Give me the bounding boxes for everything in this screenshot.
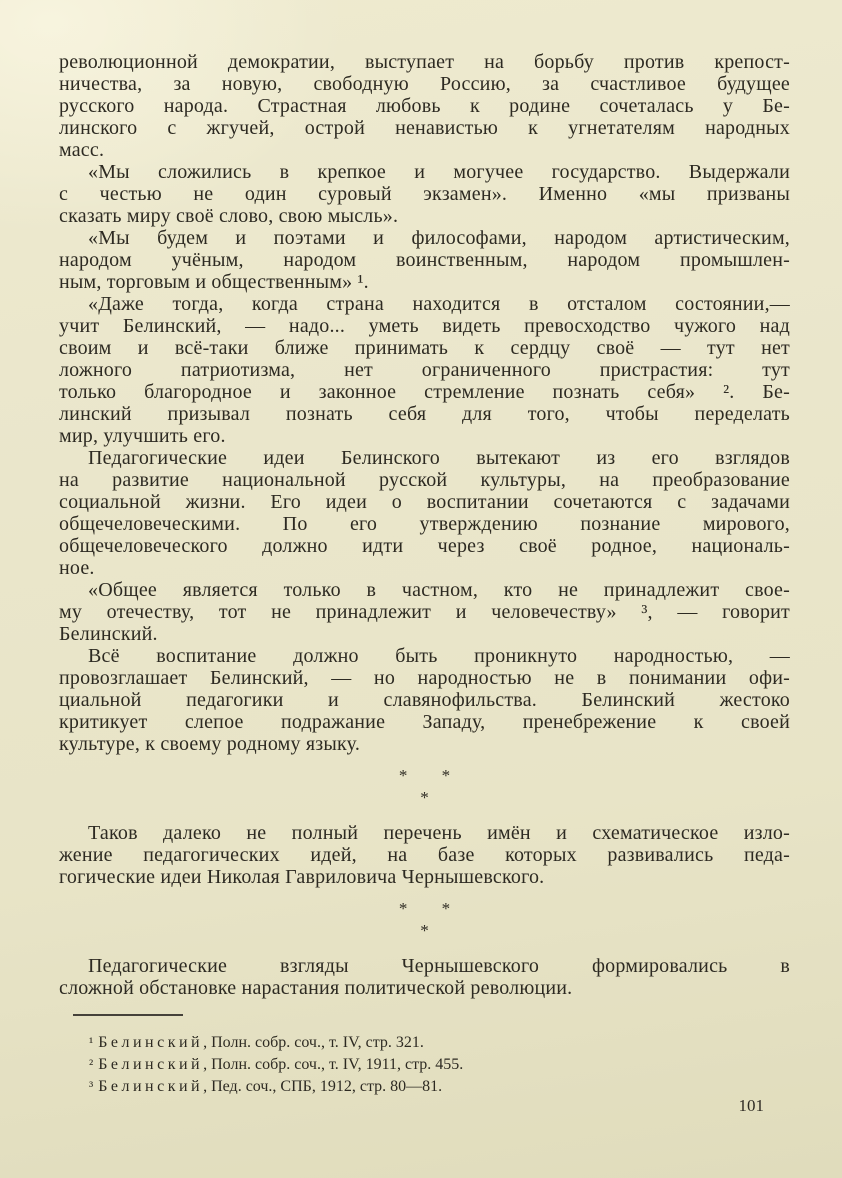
text-line: культуре, к своему родному языку. (59, 733, 361, 755)
text-line: Белинский. (59, 623, 158, 645)
text-line: общечеловеческими. По его утверждению познание мирового, (59, 513, 790, 535)
asterisk-single: * (420, 921, 429, 940)
text-line: Педагогические идеи Белинского вытекают из его взглядов (88, 447, 790, 469)
footnote-author: Белинский (98, 1078, 204, 1095)
text-line: на развитие национальной русской культуры, на преобразование (59, 469, 790, 491)
text-line: Таков далеко не полный перечень имён и схематическое изло- (88, 822, 790, 844)
footnote-text: , Полн. собр. соч., т. IV, стр. 321. (203, 1034, 424, 1051)
footnote (89, 1076, 790, 1098)
text-line: провозглашает Белинский, — но народностью не в понимании офи- (59, 667, 790, 689)
page-number: 101 (738, 1096, 764, 1115)
text-line: учит Белинский, — надо... уметь видеть превосходство чужого над (59, 315, 790, 337)
footnote-text: , Полн. собр. соч., т. IV, 1911, стр. 455. (203, 1056, 464, 1073)
footnote-marker: ¹ (89, 1036, 94, 1051)
text-line: своим и всё-таки ближе принимать к сердцу своё — тут нет (59, 337, 790, 359)
footnote-marker: ³ (89, 1080, 94, 1095)
text-line: ничества, за новую, свободную Россию, за счастливое будущее (59, 73, 790, 95)
text-line: сказать миру своё слово, свою мысль». (59, 205, 399, 227)
paragraph (59, 822, 790, 888)
text-block (59, 51, 790, 1098)
footnote (89, 1032, 790, 1054)
text-line: Всё воспитание должно быть проникнуто народностью, — (88, 645, 790, 667)
text-line: народом учёным, народом воинственным, народом промышлен- (59, 249, 790, 271)
text-line: Педагогические взгляды Чернышевского формировались в (88, 955, 790, 977)
footnote-marker: ² (89, 1058, 94, 1073)
text-line: линского с жгучей, острой ненавистью к угнетателям народных (59, 117, 790, 139)
text-line: мир, улучшить его. (59, 425, 226, 447)
text-line: социальной жизни. Его идеи о воспитании сочетаются с задачами (59, 491, 790, 513)
text-line: «Даже тогда, когда страна находится в отсталом состоянии,— (88, 293, 790, 315)
footnote (89, 1054, 790, 1076)
text-line: русского народа. Страстная любовь к родине сочеталась у Бе- (59, 95, 790, 117)
asterisk-separator (59, 898, 790, 942)
paragraph (59, 955, 790, 999)
text-line: общечеловеческого должно идти через своё родное, националь- (59, 535, 790, 557)
text-line: масс. (59, 139, 105, 161)
text-line: сложной обстановке нарастания политической революции. (59, 977, 573, 999)
paragraph (59, 645, 790, 755)
paragraph (59, 51, 790, 161)
text-line: только благородное и законное стремление познать себя» ². Бе- (59, 381, 790, 403)
text-line: с честью не один суровый экзамен». Именно «мы призваны (59, 183, 790, 205)
text-line: му отечеству, тот не принадлежит и человечеству» ³, — говорит (59, 601, 790, 623)
text-line: ное. (59, 557, 95, 579)
asterisk-single: * (420, 788, 429, 807)
text-line: критикует слепое подражание Западу, пренебрежение к своей (59, 711, 790, 733)
footnotes (59, 1032, 790, 1098)
asterisk-pair: * * (398, 766, 451, 785)
text-line: «Мы сложились в крепкое и могучее государство. Выдержали (88, 161, 790, 183)
text-line: линский призывал познать себя для того, чтобы переделать (59, 403, 790, 425)
asterisk-separator (59, 765, 790, 809)
text-line: «Мы будем и поэтами и философами, народом артистическим, (88, 227, 790, 249)
paragraph (59, 447, 790, 579)
text-line: «Общее является только в частном, кто не принадлежит свое- (88, 579, 790, 601)
paragraph (59, 161, 790, 227)
paragraph (59, 579, 790, 645)
text-line: ным, торговым и общественным» ¹. (59, 271, 369, 293)
text-line: жение педагогических идей, на базе которых развивались педа- (59, 844, 790, 866)
footnote-author: Белинский (98, 1056, 204, 1073)
text-line: ложного патриотизма, нет ограниченного пристрастия: тут (59, 359, 790, 381)
text-line: циальной педагогики и славянофильства. Белинский жестоко (59, 689, 790, 711)
paragraph (59, 293, 790, 447)
text-line: гогические идеи Николая Гавриловича Чернышевского. (59, 866, 545, 888)
footnote-divider (73, 1014, 183, 1016)
text-line: революционной демократии, выступает на борьбу против крепост- (59, 51, 790, 73)
footnote-author: Белинский (98, 1034, 204, 1051)
asterisk-pair: * * (398, 899, 451, 918)
paragraph (59, 227, 790, 293)
footnote-text: , Пед. соч., СПБ, 1912, стр. 80—81. (203, 1078, 443, 1095)
